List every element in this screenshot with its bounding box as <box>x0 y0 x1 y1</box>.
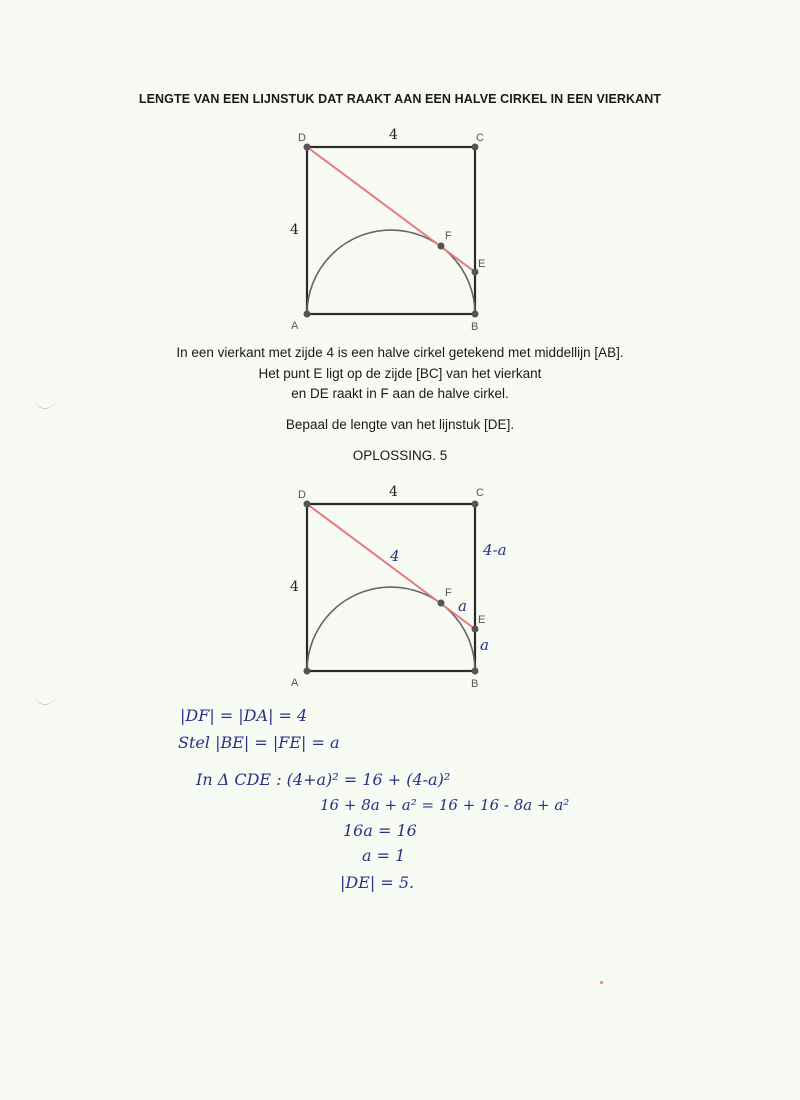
label-b-2: B <box>471 678 479 690</box>
problem-line-2: Het punt E ligt op de zijde [BC] van het vierkant <box>258 366 542 381</box>
point-f-2 <box>438 600 445 607</box>
semicircle-2 <box>307 587 475 671</box>
side-top-2: 4 <box>389 484 398 500</box>
label-ce-2: 4-a <box>483 541 507 559</box>
hw-line-7: |DE| = 5. <box>340 873 415 892</box>
point-a-2 <box>304 668 311 675</box>
label-f-1: F <box>445 230 452 242</box>
hw-line-5: 16a = 16 <box>343 821 417 840</box>
hw-line-1: |DF| = |DA| = 4 <box>180 706 308 725</box>
point-d-2 <box>304 501 311 508</box>
label-f-2: F <box>445 587 452 599</box>
hw-line-2: Stel |BE| = |FE| = a <box>178 733 340 752</box>
label-fe-2: a <box>458 597 467 615</box>
page-title: LENGTE VAN EEN LIJNSTUK DAT RAAKT AAN EEN HALVE CIRKEL IN EEN VIERKANT <box>138 92 662 106</box>
side-left-1: 4 <box>290 222 299 238</box>
hw-line-3: In Δ CDE : (4+a)² = 16 + (4-a)² <box>196 770 451 789</box>
hw-line-4: 16 + 8a + a² = 16 + 16 - 8a + a² <box>320 796 570 814</box>
solution-heading: OPLOSSING. 5 <box>352 448 448 463</box>
label-e-1: E <box>478 258 486 270</box>
label-eb-2: a <box>480 636 489 654</box>
label-b-1: B <box>471 321 479 333</box>
label-a-1: A <box>291 320 299 332</box>
side-top-1: 4 <box>389 127 398 143</box>
label-a-2: A <box>291 677 299 689</box>
point-b-2 <box>472 668 479 675</box>
problem-line-3: en DE raakt in F aan de halve cirkel. <box>291 386 509 401</box>
label-df-2: 4 <box>390 547 400 565</box>
problem-question: Bepaal de lengte van het lijnstuk [DE]. <box>285 417 515 432</box>
label-c-1: C <box>476 132 484 144</box>
label-c-2: C <box>476 487 484 499</box>
point-e-2 <box>472 626 479 633</box>
problem-line-1: In een vierkant met zijde 4 is een halve cirkel getekend met middellijn [AB]. <box>176 345 624 360</box>
point-c-2 <box>472 501 479 508</box>
label-d-2: D <box>298 489 306 501</box>
hw-line-6: a = 1 <box>362 846 406 865</box>
label-e-2: E <box>478 614 486 626</box>
side-left-2: 4 <box>290 579 299 595</box>
stray-mark <box>600 981 603 984</box>
label-d-1: D <box>298 132 306 144</box>
